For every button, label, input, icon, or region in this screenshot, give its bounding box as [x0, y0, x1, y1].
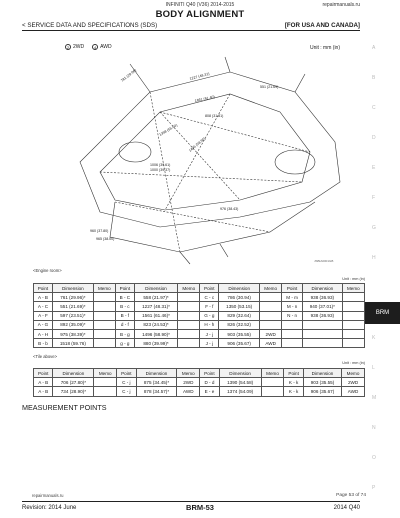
table-cell: g - g	[115, 339, 134, 348]
measurement-points-heading: MEASUREMENT POINTS	[22, 403, 107, 412]
diagram-label: 1661 (61.40)	[194, 94, 216, 103]
table-cell	[178, 293, 200, 302]
table-cell: J - j	[200, 329, 219, 338]
section-title[interactable]: < SERVICE DATA AND SPECIFICATIONS (SDS)	[22, 22, 158, 29]
table-cell	[94, 387, 117, 396]
page-number: BRM-53	[186, 503, 214, 512]
table-cell	[282, 320, 303, 329]
table-row	[34, 302, 365, 311]
diagram-label: 1496 (58.90)	[188, 136, 207, 153]
table-cell	[342, 293, 364, 302]
table-cell: K - k	[284, 387, 303, 396]
table-cell	[342, 302, 364, 311]
table-cell	[302, 339, 342, 348]
table-cell: M - m	[282, 293, 303, 302]
legend-awd-label: AWD	[100, 44, 112, 50]
table-cell	[342, 320, 364, 329]
measure-lines-2	[115, 92, 270, 252]
tile-above-table	[33, 368, 365, 397]
column-header: Dimension	[219, 284, 260, 293]
table-row	[34, 311, 365, 320]
table-cell: 938 (36.93)	[302, 311, 342, 320]
table-cell: 938 (36.93)	[302, 293, 342, 302]
table-cell: B - c	[115, 302, 134, 311]
side-index-letter[interactable]: C	[372, 105, 376, 111]
side-index-letter[interactable]: P	[372, 485, 376, 491]
table-row	[34, 293, 365, 302]
table-cell	[342, 329, 364, 338]
table-cell: J - j	[200, 339, 219, 348]
diagram-label: 808 (31.81)	[205, 114, 224, 118]
table-row	[34, 329, 365, 338]
inner-frame	[100, 94, 310, 210]
region-label: [FOR USA AND CANADA]	[284, 22, 360, 29]
table-cell: 1374 (54.09)	[219, 387, 261, 396]
table-cell: D - d	[200, 378, 219, 387]
legend-2wd	[65, 44, 84, 50]
table-cell: 826 (32.52)	[219, 320, 260, 329]
diagram-label: 1398 (55.04)	[158, 123, 179, 137]
column-header: Memo	[342, 284, 364, 293]
model-label: 2014 Q40	[333, 505, 360, 511]
table-cell: 1350 (53.15)	[219, 302, 260, 311]
side-index-letter[interactable]: L	[372, 365, 375, 371]
legend-awd	[92, 44, 111, 50]
drive-legend	[65, 44, 112, 50]
diagram-label: 976 (38.43)	[220, 207, 239, 211]
page-counter: Page 53 of 74	[336, 493, 366, 498]
table-cell: 706 (27.80)*	[53, 378, 94, 387]
column-header: Dimension	[303, 369, 341, 378]
diagram-id: JSBIA0001GB	[314, 259, 334, 263]
table-cell: 903 (35.55)	[303, 378, 341, 387]
table-cell: 1518 (59.76)	[52, 339, 93, 348]
side-index-letter[interactable]: A	[372, 45, 376, 51]
section-tab-brm[interactable]: BRM	[365, 302, 400, 324]
tile-above-label: <Tile above>	[33, 354, 58, 359]
table-cell: C - c	[200, 293, 219, 302]
table-cell	[261, 378, 284, 387]
table-cell: A - H	[34, 329, 53, 338]
table-cell	[93, 339, 115, 348]
table-cell	[93, 320, 115, 329]
table-cell: A - B	[34, 378, 53, 387]
side-index-letter[interactable]: K	[372, 335, 376, 341]
table-cell: 878 (34.57)*	[136, 387, 177, 396]
circle-2-icon: 2	[66, 44, 70, 50]
unit-label: Unit : mm (in)	[310, 45, 340, 51]
table-cell: C - j	[117, 387, 136, 396]
table-cell: 1496 (58.90)*	[134, 329, 177, 338]
side-index-letter[interactable]: N	[372, 425, 376, 431]
table-cell: AWD	[342, 387, 365, 396]
table-cell: 823 (24.53)*	[134, 320, 177, 329]
table-cell: 906 (35.67)	[219, 339, 260, 348]
table-cell: H - h	[200, 320, 219, 329]
column-header: Memo	[260, 284, 282, 293]
table-cell: B - g	[115, 329, 134, 338]
column-header: Point	[284, 369, 303, 378]
column-header: Memo	[177, 369, 200, 378]
table-cell	[261, 387, 284, 396]
column-header: Dimension	[53, 369, 94, 378]
table-cell: 1227 (48.31)*	[134, 302, 177, 311]
table-cell: 2WD	[177, 378, 200, 387]
diagram-label: 781 (29.96)	[120, 68, 138, 83]
table-row	[34, 320, 365, 329]
revision-label: Revision: 2014 June	[22, 505, 77, 511]
table-cell: 903 (35.55)	[219, 329, 260, 338]
column-header: Point	[34, 369, 53, 378]
table-row	[34, 339, 365, 348]
column-header: Dimension	[302, 284, 342, 293]
column-header: Point	[117, 369, 136, 378]
bottom-brackets	[180, 244, 228, 264]
table-header-row	[34, 369, 365, 378]
table-cell	[342, 311, 364, 320]
side-index-letter[interactable]: M	[372, 395, 377, 401]
table-cell	[342, 339, 364, 348]
diagram-label: 960 (37.80)	[90, 229, 109, 233]
table-cell	[178, 329, 200, 338]
section-header	[22, 22, 360, 31]
side-index-letter[interactable]: G	[372, 225, 376, 231]
table-cell: d - f	[115, 320, 134, 329]
table-row	[34, 387, 365, 396]
table-cell: M - n	[282, 302, 303, 311]
table-cell: 880 (39.99)*	[134, 339, 177, 348]
column-header: Dimension	[219, 369, 261, 378]
table-cell: 761 (29.96)*	[52, 293, 93, 302]
table-cell: 975 (38.39)*	[52, 329, 93, 338]
column-header: Memo	[94, 369, 117, 378]
table-cell: A - B	[34, 293, 53, 302]
column-header: Point	[200, 369, 219, 378]
column-header: Memo	[93, 284, 115, 293]
side-index-letter[interactable]: O	[372, 455, 376, 461]
column-header: Dimension	[134, 284, 177, 293]
table-cell: AWD	[177, 387, 200, 396]
circle-4-icon: 4	[94, 44, 97, 50]
table-cell: 2WD	[260, 329, 282, 338]
side-index-letter[interactable]: E	[372, 165, 376, 171]
column-header: Point	[200, 284, 219, 293]
table-cell: 1561 (61.46)*	[134, 311, 177, 320]
table-cell	[93, 302, 115, 311]
table-cell	[94, 378, 117, 387]
table-cell: 597 (23.51)*	[52, 311, 93, 320]
table-cell: F - f	[200, 302, 219, 311]
table-header-row	[34, 284, 365, 293]
table-row	[34, 378, 365, 387]
table-cell: B - C	[115, 293, 134, 302]
table-cell	[282, 339, 303, 348]
strut-tower-left	[119, 142, 151, 162]
front-member	[110, 202, 315, 252]
table-cell: A - B	[34, 387, 53, 396]
table-cell	[282, 329, 303, 338]
body-alignment-diagram	[40, 52, 360, 267]
table-cell	[93, 311, 115, 320]
table-cell: C - j	[117, 378, 136, 387]
table-cell: N - n	[282, 311, 303, 320]
footer-site[interactable]: repairmanuals.ru	[32, 493, 64, 498]
table-cell: 829 (32.64)	[219, 311, 260, 320]
page-title: BODY ALIGNMENT	[155, 9, 245, 20]
table-cell	[178, 320, 200, 329]
table-cell: 1390 (54.58)	[219, 378, 261, 387]
diagram-label: 1000 (39.37)	[150, 168, 171, 172]
table-cell: 875 (34.45)*	[136, 378, 177, 387]
column-header: Point	[34, 284, 53, 293]
column-header: Dimension	[52, 284, 93, 293]
column-header: Memo	[178, 284, 200, 293]
table-cell: 786 (30.94)	[219, 293, 260, 302]
side-index-letter[interactable]: F	[372, 195, 376, 201]
table-cell: B - b	[34, 339, 53, 348]
table-cell: 558 (21.97)*	[134, 293, 177, 302]
table-cell: A - F	[34, 311, 53, 320]
column-header: Dimension	[136, 369, 177, 378]
diagram-label: 551 (21.69)	[260, 85, 279, 89]
table-cell: 892 (35.09)*	[52, 320, 93, 329]
table-cell	[93, 329, 115, 338]
table-cell	[93, 293, 115, 302]
diagram-label: 965 (38.00)	[96, 237, 115, 241]
table-cell	[260, 302, 282, 311]
site-link[interactable]: repairmanuals.ru	[322, 2, 360, 8]
table-cell	[260, 320, 282, 329]
table-cell	[302, 329, 342, 338]
table-cell	[260, 311, 282, 320]
engine-room-label: <Engine room>	[33, 268, 62, 273]
table-cell: 906 (35.67)	[303, 387, 341, 396]
table-cell: A - C	[34, 302, 53, 311]
side-index-letter[interactable]: H	[372, 255, 376, 261]
legend-2wd-label: 2WD	[73, 44, 85, 50]
table-cell: 940 (37.01)*	[302, 302, 342, 311]
footer-divider	[22, 501, 360, 502]
column-header: Point	[115, 284, 134, 293]
table-cell	[178, 311, 200, 320]
column-header: Point	[282, 284, 303, 293]
table-cell: AWD	[260, 339, 282, 348]
table-cell: E - e	[200, 387, 219, 396]
table-cell: 734 (28.90)*	[53, 387, 94, 396]
table-cell: 551 (21.69)*	[52, 302, 93, 311]
table-cell: 2WD	[342, 378, 365, 387]
document-source: INFINITI Q40 (V36) 2014-2015	[165, 2, 235, 8]
table-cell: B - f	[115, 311, 134, 320]
table2-unit: Unit : mm (in)	[342, 361, 365, 365]
table-cell: A - G	[34, 320, 53, 329]
table-cell	[302, 320, 342, 329]
table-cell	[260, 293, 282, 302]
table1-unit: Unit : mm (in)	[342, 277, 365, 281]
column-header: Memo	[261, 369, 284, 378]
side-index-letter[interactable]: D	[372, 135, 376, 141]
column-header: Memo	[342, 369, 365, 378]
diagram-label: 1227 (48.31)	[189, 71, 210, 81]
side-index-letter[interactable]: B	[372, 75, 376, 81]
table-cell: K - k	[284, 378, 303, 387]
table-cell: G - g	[200, 311, 219, 320]
table-cell	[178, 339, 200, 348]
diagram-label: 1006 (39.61)	[150, 163, 171, 167]
engine-room-table	[33, 283, 365, 348]
table-cell	[178, 302, 200, 311]
strut-tower	[275, 150, 315, 174]
